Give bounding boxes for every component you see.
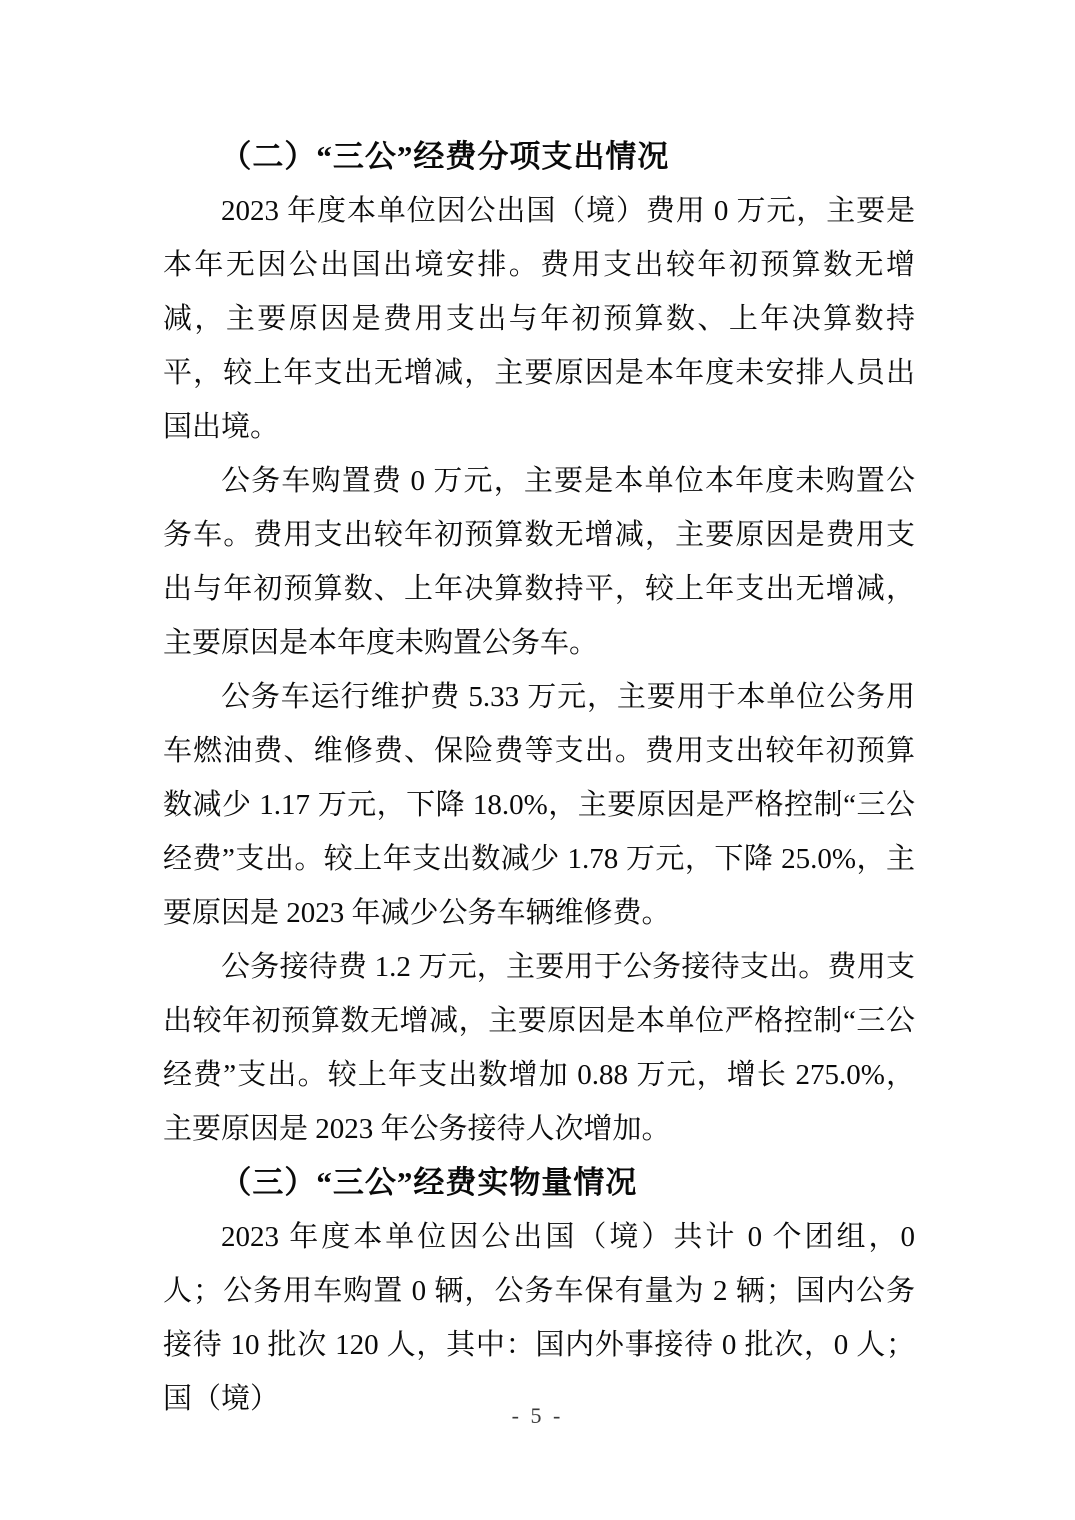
paragraph-official-reception-expense: 公务接待费 1.2 万元，主要用于公务接待支出。费用支出较年初预算数无增减，主要原因是本单位严格控制“三公经费”支出。较上年支出数增加 0.88 万元，增长 275.0%，主要原因是 2023 年公务接待人次增加。 <box>163 951 915 1145</box>
paragraph-physical-quantity-details: 2023 年度本单位因公出国（境）共计 0 个团组，0 人；公务用车购置 0 辆，公务车保有量为 2 辆；国内公务接待 10 批次 120 人，其中：国内外事接待 0 批次，0 人；国（境） <box>163 1221 915 1415</box>
page-number: - 5 - <box>511 1403 564 1428</box>
document-body <box>163 130 915 1426</box>
paragraph-vehicle-purchase-expense: 公务车购置费 0 万元，主要是本单位本年度未购置公务车。费用支出较年初预算数无增减，主要原因是费用支出与年初预算数、上年决算数持平，较上年支出无增减，主要原因是本年度未购置公务车。 <box>163 465 915 659</box>
section-heading-san-gong-physical-quantity: （三）“三公”经费实物量情况 <box>220 1165 638 1200</box>
paragraph-abroad-expense: 2023 年度本单位因公出国（境）费用 0 万元，主要是本年无因公出国出境安排。费用支出较年初预算数无增减，主要原因是费用支出与年初预算数、上年决算数持平，较上年支出无增减，主要原因是本年度未安排人员出国出境。 <box>163 195 915 443</box>
paragraph-vehicle-operation-expense: 公务车运行维护费 5.33 万元，主要用于本单位公务用车燃油费、维修费、保险费等支出。费用支出较年初预算数减少 1.17 万元，下降 18.0%，主要原因是严格控制“三公经费”支出。较上年支出数减少 1.78 万元，下降 25.0%，主要原因是 2023 年减少公务车辆维修费。 <box>163 681 915 929</box>
section-heading-san-gong-subitem-spending: （二）“三公”经费分项支出情况 <box>220 139 670 174</box>
